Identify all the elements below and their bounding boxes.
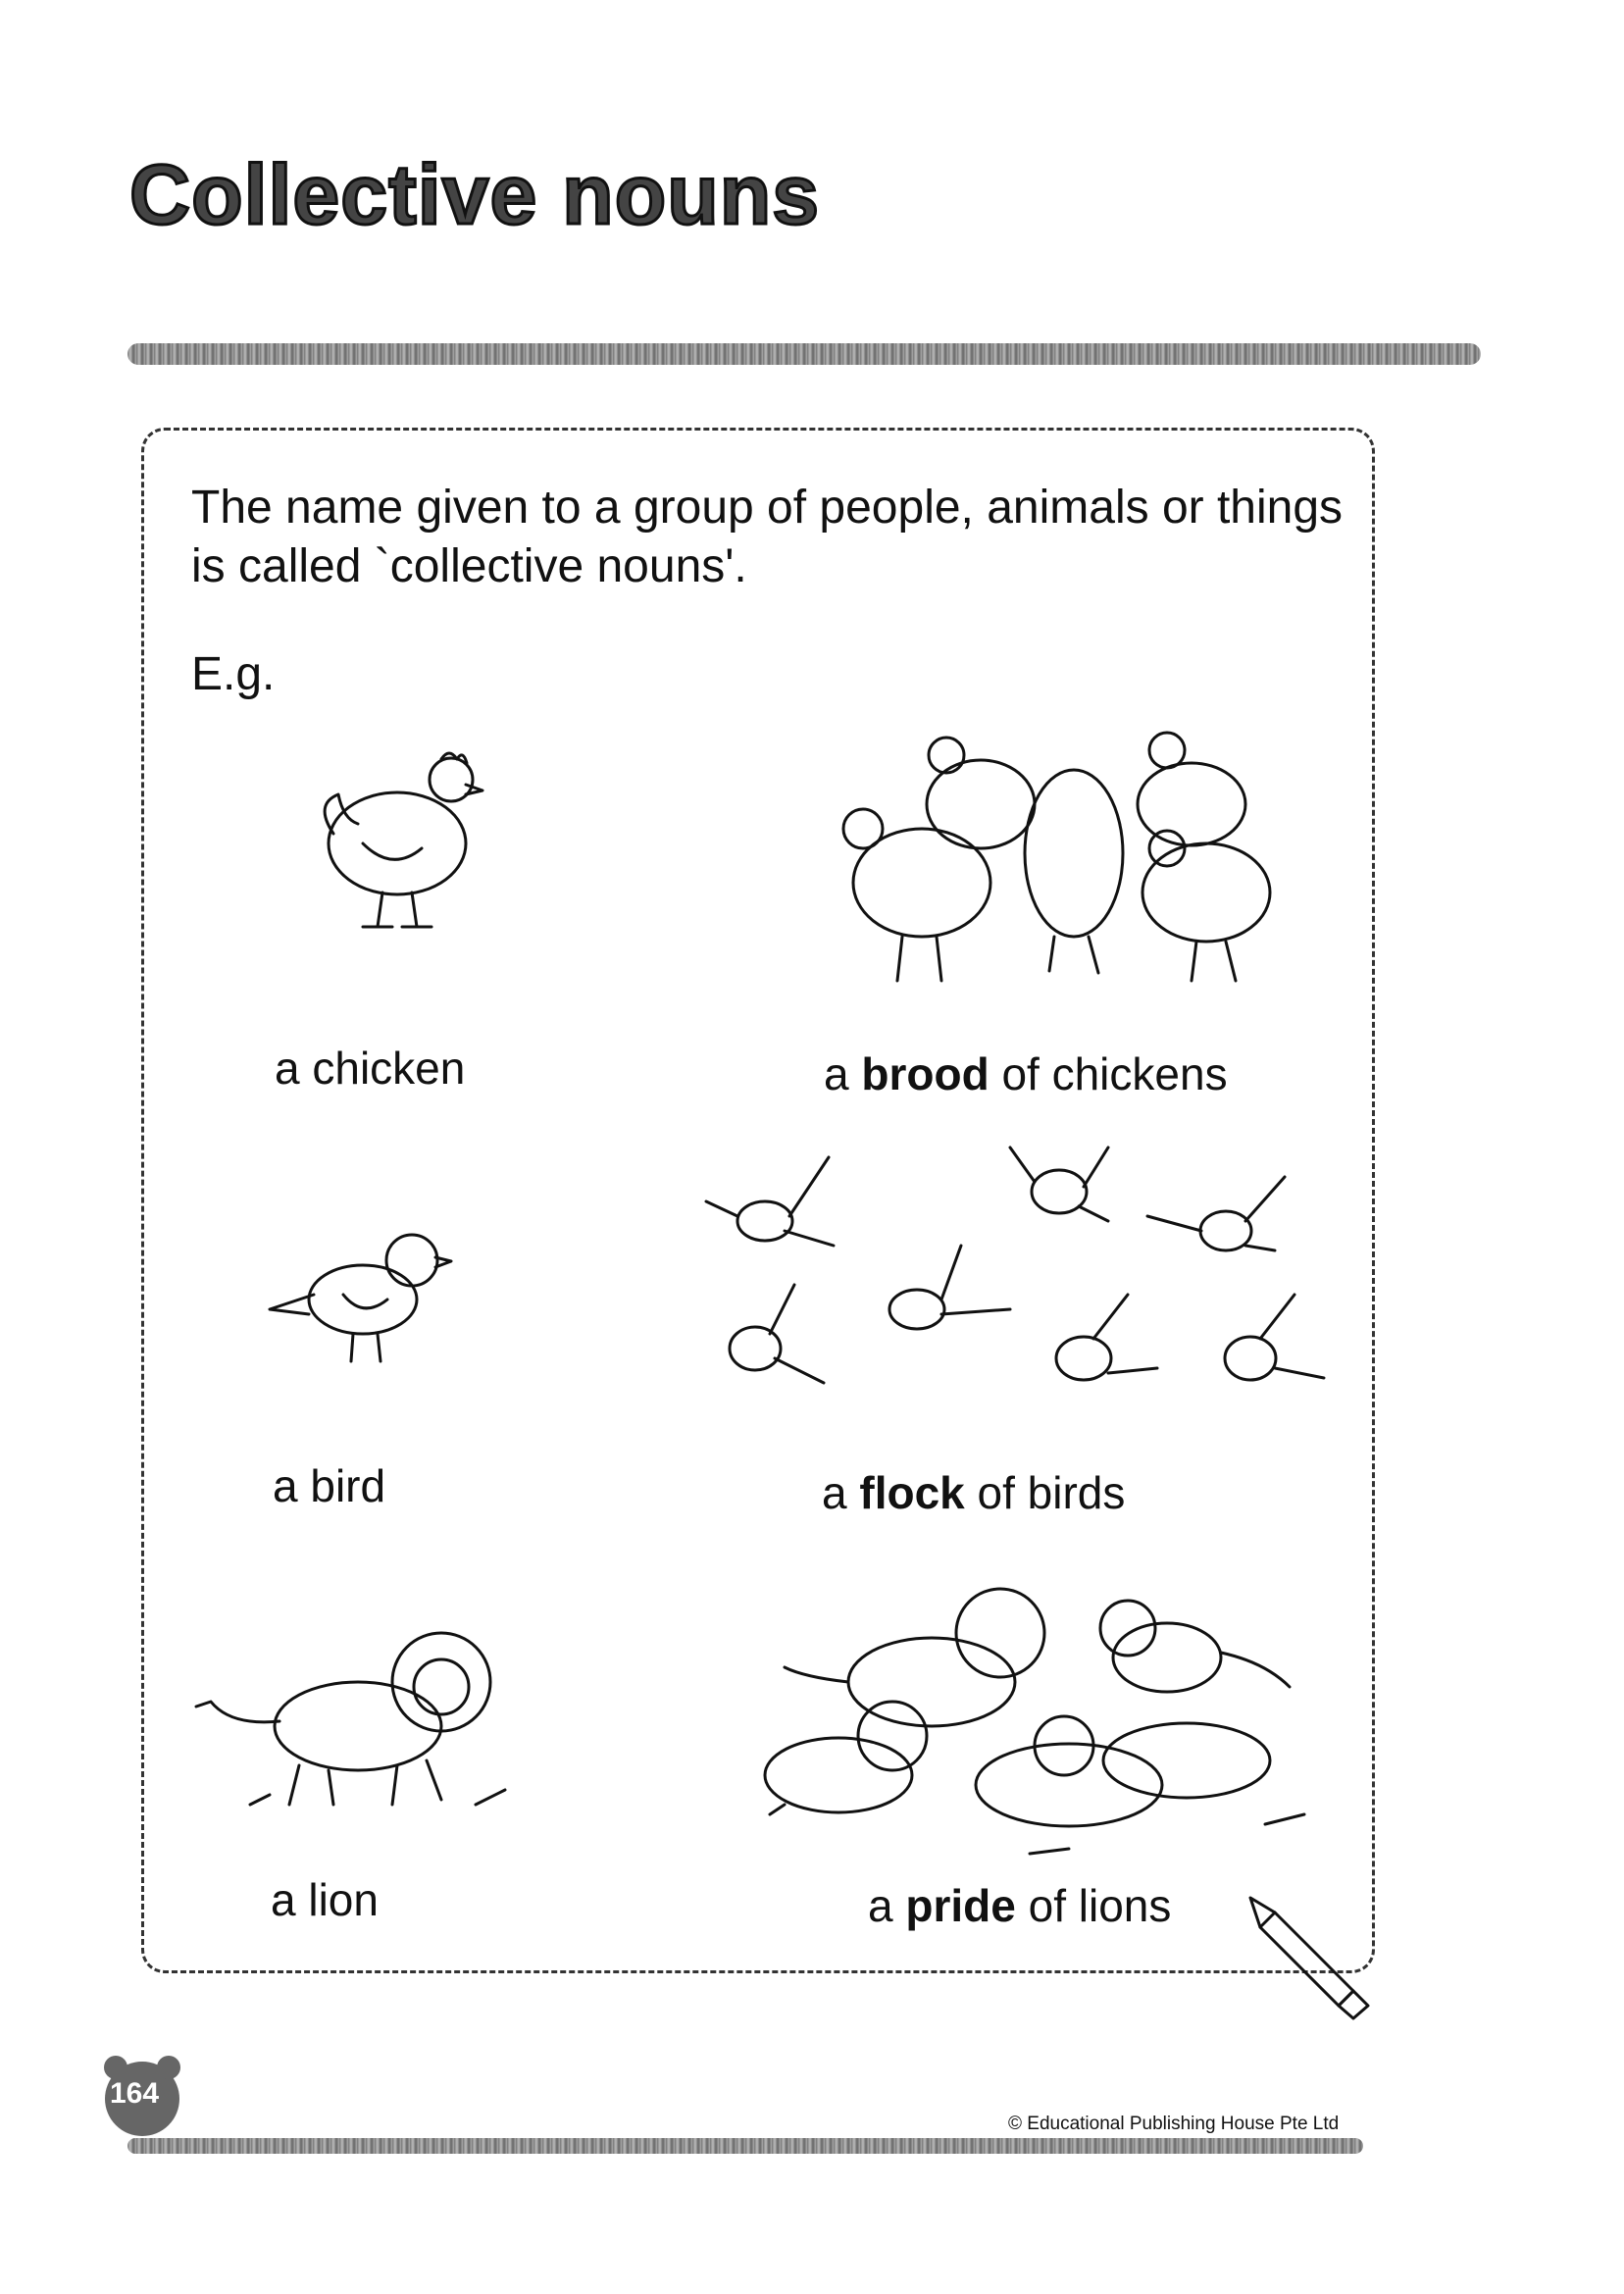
copyright-text: © Educational Publishing House Pte Ltd bbox=[1008, 2114, 1340, 2134]
intro-text: The name given to a group of people, animals or things is called `collective nouns'. bbox=[191, 482, 1344, 592]
caption-group-3: a pride of lions bbox=[868, 1880, 1172, 1931]
caption-group-1: a brood of chickens bbox=[824, 1048, 1228, 1099]
page-title: Collective nouns bbox=[129, 148, 821, 242]
caption-group-2: a flock of birds bbox=[822, 1467, 1126, 1518]
bottom-divider bbox=[127, 2138, 1363, 2154]
caption-single-2: a bird bbox=[273, 1460, 386, 1511]
collective-noun-1: brood bbox=[861, 1048, 990, 1099]
caption-single-3: a lion bbox=[271, 1874, 379, 1925]
lions-group-icon bbox=[755, 1569, 1334, 1873]
lion-icon bbox=[191, 1608, 515, 1824]
top-divider bbox=[127, 343, 1481, 365]
bird-icon bbox=[265, 1206, 451, 1373]
example-label: E.g. bbox=[191, 648, 276, 700]
collective-noun-3: pride bbox=[905, 1880, 1016, 1931]
caption-single-1: a chicken bbox=[275, 1043, 466, 1094]
chickens-group-icon bbox=[814, 716, 1304, 1010]
birds-group-icon bbox=[696, 1138, 1324, 1432]
page-number: 164 bbox=[110, 2077, 160, 2110]
collective-noun-2: flock bbox=[859, 1467, 965, 1518]
chicken-icon bbox=[304, 726, 500, 951]
pencil-icon bbox=[1245, 1893, 1373, 2020]
